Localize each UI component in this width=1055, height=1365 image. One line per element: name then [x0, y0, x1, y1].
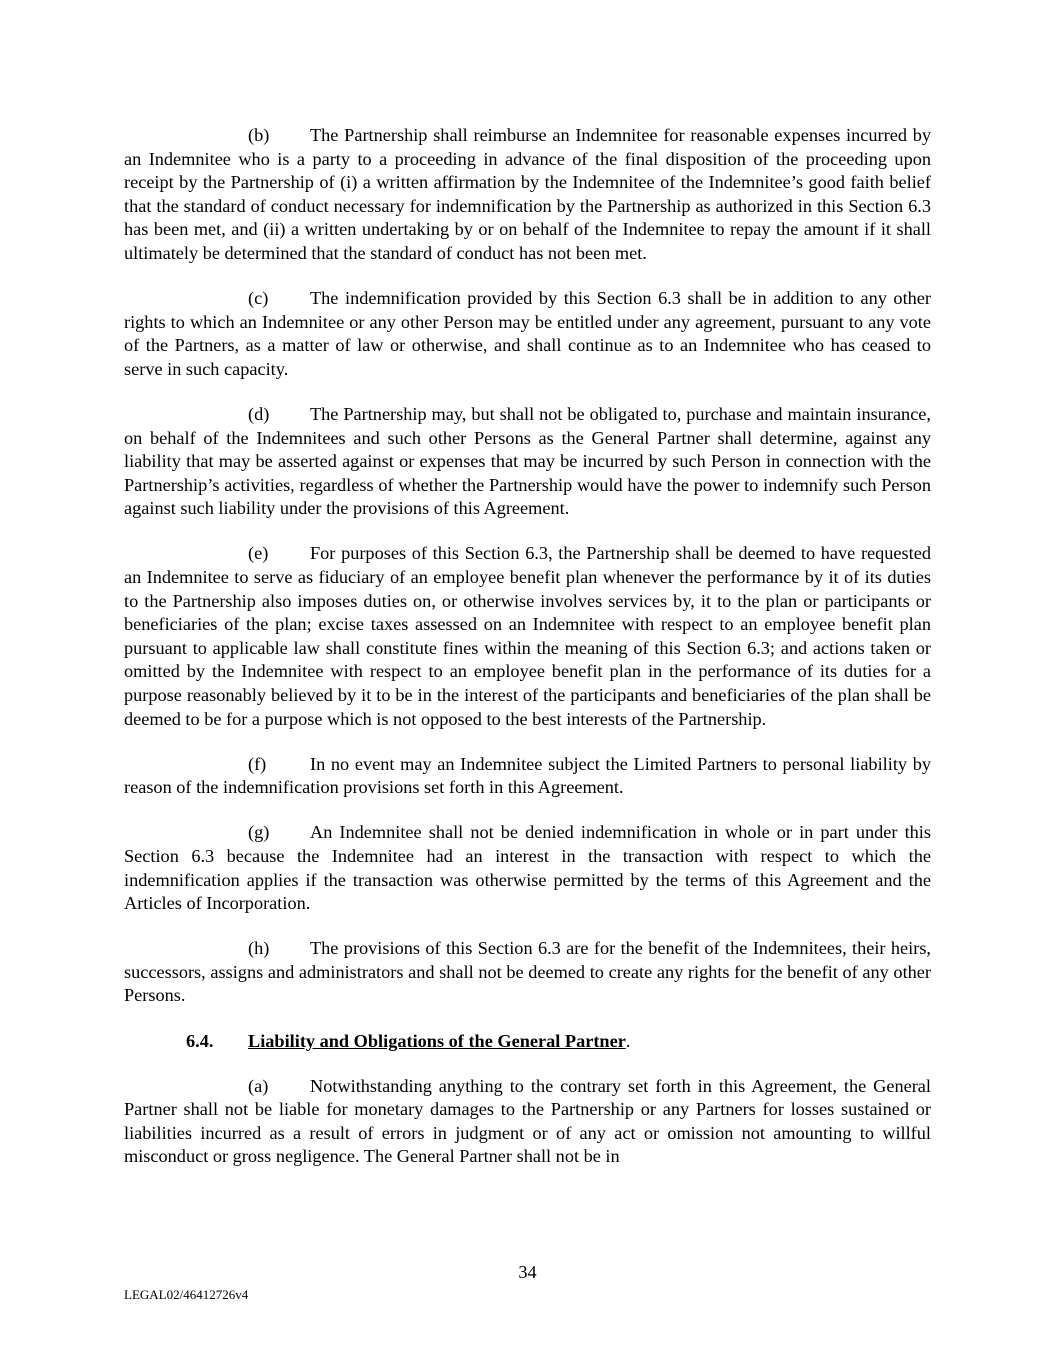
- paragraph-text: The Partnership shall reimburse an Indemnitee for reasonable expenses incurred by an Indemnitee who is a party to a proceeding in advance of the final disposition of the proceeding upon receipt by the Partnership of (i) a written affirmation by the Indemnitee of the Indemnitee’s good faith belief that the standard of conduct necessary for indemnification by the Partnership as authorized in this Section 6.3 has been met, and (ii) a written undertaking by or on behalf of the Indemnitee to repay the amount if it shall ultimately be determined that the standard of conduct has not been met.: [124, 125, 931, 263]
- paragraph-g: [124, 821, 931, 915]
- paragraph-label: (h): [248, 938, 270, 959]
- paragraph-text: Notwithstanding anything to the contrary set forth in this Agreement, the General Partner shall not be liable for monetary damages to the Partnership or any Partners for losses sustained or liabilities incurred as a result of errors in judgment or of any act or omission not amounting to willful misconduct or gross negligence. The General Partner shall not be in: [124, 1075, 931, 1167]
- paragraph-label: (b): [248, 125, 270, 145]
- section-heading: [124, 1030, 931, 1054]
- paragraph-label: (a): [248, 1075, 269, 1096]
- paragraph-label: (e): [248, 543, 269, 564]
- paragraph-label: (d): [248, 403, 270, 424]
- paragraph-label: (c): [248, 288, 269, 309]
- paragraph-e: [124, 542, 931, 731]
- paragraph-b: [124, 124, 931, 266]
- paragraph-text: The indemnification provided by this Section 6.3 shall be in addition to any other rights to which an Indemnitee or any other Person may be entitled under any agreement, pursuant to any vote of the Partners, as a matter of law or otherwise, and shall continue as to an Indemnitee who has ceased to serve in such capacity.: [124, 288, 931, 379]
- paragraph-f: [124, 753, 931, 800]
- section-number: 6.4.: [186, 1030, 214, 1051]
- document-body: [124, 124, 931, 1190]
- section-title: Liability and Obligations of the General Partner: [248, 1030, 626, 1051]
- section-title-period: .: [625, 1030, 631, 1051]
- paragraph-d: [124, 403, 931, 521]
- paragraph-text: For purposes of this Section 6.3, the Partnership shall be deemed to have requested an Indemnitee to serve as fiduciary of an employee benefit plan whenever the performance by it of its duties to the Partnership also imposes duties on, or otherwise involves services by, it to the plan or participants or beneficiaries of the plan; excise taxes assessed on an Indemnitee with respect to an employee benefit plan pursuant to applicable law shall constitute fines within the meaning of this Section 6.3; and actions taken or omitted by the Indemnitee with respect to an employee benefit plan in the performance of its duties for a purpose reasonably believed by it to be in the interest of the participants and beneficiaries of the plan shall be deemed to be for a purpose which is not opposed to the best interests of the Partnership.: [124, 543, 931, 729]
- paragraph-h: [124, 937, 931, 1008]
- paragraph-section-a: [124, 1075, 931, 1169]
- paragraph-label: (g): [248, 822, 270, 843]
- paragraph-text: An Indemnitee shall not be denied indemnification in whole or in part under this Section 6.3 because the Indemnitee had an interest in the transaction with respect to which the indemnification applies if the transaction was otherwise permitted by the terms of this Agreement and the Articles of Incorporation.: [124, 822, 931, 914]
- paragraph-text: In no event may an Indemnitee subject the Limited Partners to personal liability by reason of the indemnification provisions set forth in this Agreement.: [124, 753, 931, 798]
- page-number: 34: [518, 1262, 537, 1282]
- document-id: LEGAL02/46412726v4: [124, 1287, 249, 1302]
- paragraph-c: [124, 287, 931, 381]
- paragraph-text: The Partnership may, but shall not be obligated to, purchase and maintain insurance, on behalf of the Indemnitees and such other Persons as the General Partner shall determine, against any liability that may be asserted against or expenses that may be incurred by such Person in connection with the Partnership’s activities, regardless of whether the Partnership would have the power to indemnify such Person against such liability under the provisions of this Agreement.: [124, 403, 931, 519]
- paragraph-label: (f): [248, 753, 267, 774]
- paragraph-text: The provisions of this Section 6.3 are for the benefit of the Indemnitees, their heirs, successors, assigns and administrators and shall not be deemed to create any rights for the benefit of any other Persons.: [124, 938, 931, 1006]
